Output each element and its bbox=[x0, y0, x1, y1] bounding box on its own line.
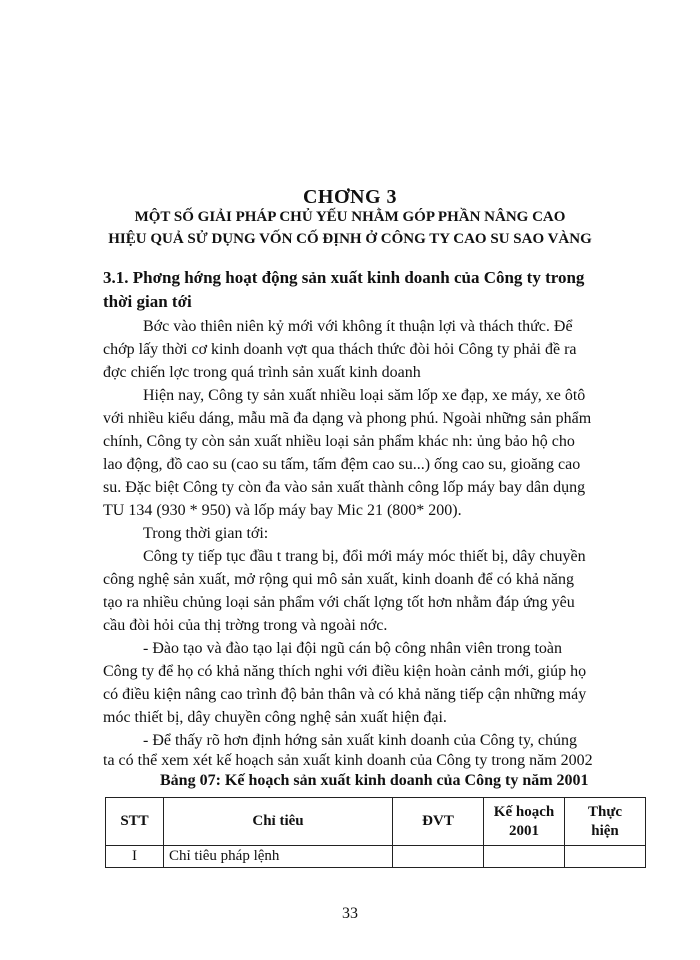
body-line: - Đào tạo và đào tạo lại đội ngũ cán bộ công nhân viên trong toàn bbox=[143, 640, 562, 657]
table-row bbox=[106, 846, 646, 868]
section-heading-line-2: thời gian tới bbox=[103, 292, 192, 311]
header-thuc-hien bbox=[565, 798, 646, 846]
body-line: công nghệ sản xuất, mở rộng qui mô sản xuất, kinh doanh để có khả năng bbox=[103, 571, 575, 588]
header-ke-hoach bbox=[484, 798, 565, 846]
table-caption: Bảng 07: Kế hoạch sản xuất kinh doanh của Công ty năm 2001 bbox=[160, 772, 589, 789]
header-chi-tieu: Chỉ tiêu bbox=[164, 798, 393, 846]
section-heading-line-1: 3.1. Phơng hớng hoạt động sản xuất kinh doanh của Công ty trong bbox=[103, 268, 585, 287]
plan-table bbox=[105, 797, 646, 868]
table-header-row bbox=[106, 798, 646, 846]
body-line: chớp lấy thời cơ kinh doanh vợt qua thách thức đòi hỏi Công ty phải đề ra bbox=[103, 341, 577, 358]
header-ke-hoach-line-2: 2001 bbox=[509, 822, 539, 839]
body-line: su. Đặc biệt Công ty còn đa vào sản xuất thành công lốp máy bay dân dụng bbox=[103, 479, 586, 496]
body-line: Trong thời gian tới: bbox=[143, 525, 269, 542]
body-line: với nhiều kiểu dáng, mẫu mã đa dạng và phong phú. Ngoài những sản phẩm bbox=[103, 410, 592, 427]
body-line: Công ty để họ có khả năng thích nghi với điều kiện hoàn cảnh mới, giúp họ bbox=[103, 663, 587, 680]
cell-dvt bbox=[393, 846, 484, 868]
body-line: chính, Công ty còn sản xuất nhiều loại sản phẩm khác nh: ủng bảo hộ cho bbox=[103, 433, 575, 450]
body-line: Hiện nay, Công ty sản xuất nhiều loại săm lốp xe đạp, xe máy, xe ôtô bbox=[143, 387, 586, 404]
chapter-subtitle-line-1: MỘT SỐ GIẢI PHÁP CHỦ YẾU NHẰM GÓP PHẦN NÂNG CAO bbox=[134, 209, 566, 225]
cell-thuc-hien bbox=[565, 846, 646, 868]
header-stt: STT bbox=[106, 798, 164, 846]
chapter-title: CHƠNG 3 bbox=[302, 186, 398, 208]
header-ke-hoach-line-1: Kế hoạch bbox=[493, 803, 555, 820]
body-line: có điều kiện nâng cao trình độ bản thân và có khả năng tiếp cận những máy bbox=[103, 686, 587, 703]
body-line: ta có thể xem xét kế hoạch sản xuất kinh doanh của Công ty trong năm 2002 bbox=[103, 752, 593, 769]
cell-stt: I bbox=[106, 846, 164, 868]
body-line: Bớc vào thiên niên kỷ mới với không ít thuận lợi và thách thức. Để bbox=[143, 318, 573, 335]
cell-ke-hoach bbox=[484, 846, 565, 868]
body-line: cầu đòi hỏi của thị trờng trong và ngoài nớc. bbox=[103, 617, 388, 634]
body-line: lao động, đồ cao su (cao su tấm, tấm đệm cao su...) ống cao su, gioăng cao bbox=[103, 456, 581, 473]
chapter-subtitle-line-2: HIỆU QUẢ SỬ DỤNG VỐN CỐ ĐỊNH Ở CÔNG TY CAO SU SAO VÀNG bbox=[108, 231, 592, 247]
body-line: đợc chiến lợc trong quá trình sản xuất kinh doanh bbox=[103, 364, 421, 381]
header-dvt: ĐVT bbox=[393, 798, 484, 846]
header-thuc-hien-line-2: hiện bbox=[591, 822, 619, 839]
body-line: móc thiết bị, dây chuyền công nghệ sản xuất hiện đại. bbox=[103, 709, 447, 726]
body-line: Công ty tiếp tục đầu t trang bị, đổi mới máy móc thiết bị, dây chuyền bbox=[143, 548, 586, 565]
header-thuc-hien-line-1: Thực bbox=[587, 803, 622, 820]
cell-chi-tieu: Chỉ tiêu pháp lệnh bbox=[164, 846, 393, 868]
body-line: - Để thấy rõ hơn định hớng sản xuất kinh doanh của Công ty, chúng bbox=[143, 732, 578, 749]
page-number: 33 bbox=[342, 905, 358, 922]
body-line: tạo ra nhiều chủng loại sản phẩm với chất lợng tốt hơn nhằm đáp ứng yêu bbox=[103, 594, 575, 611]
body-line: TU 134 (930 * 950) và lốp máy bay Mic 21 (800* 200). bbox=[103, 502, 462, 519]
